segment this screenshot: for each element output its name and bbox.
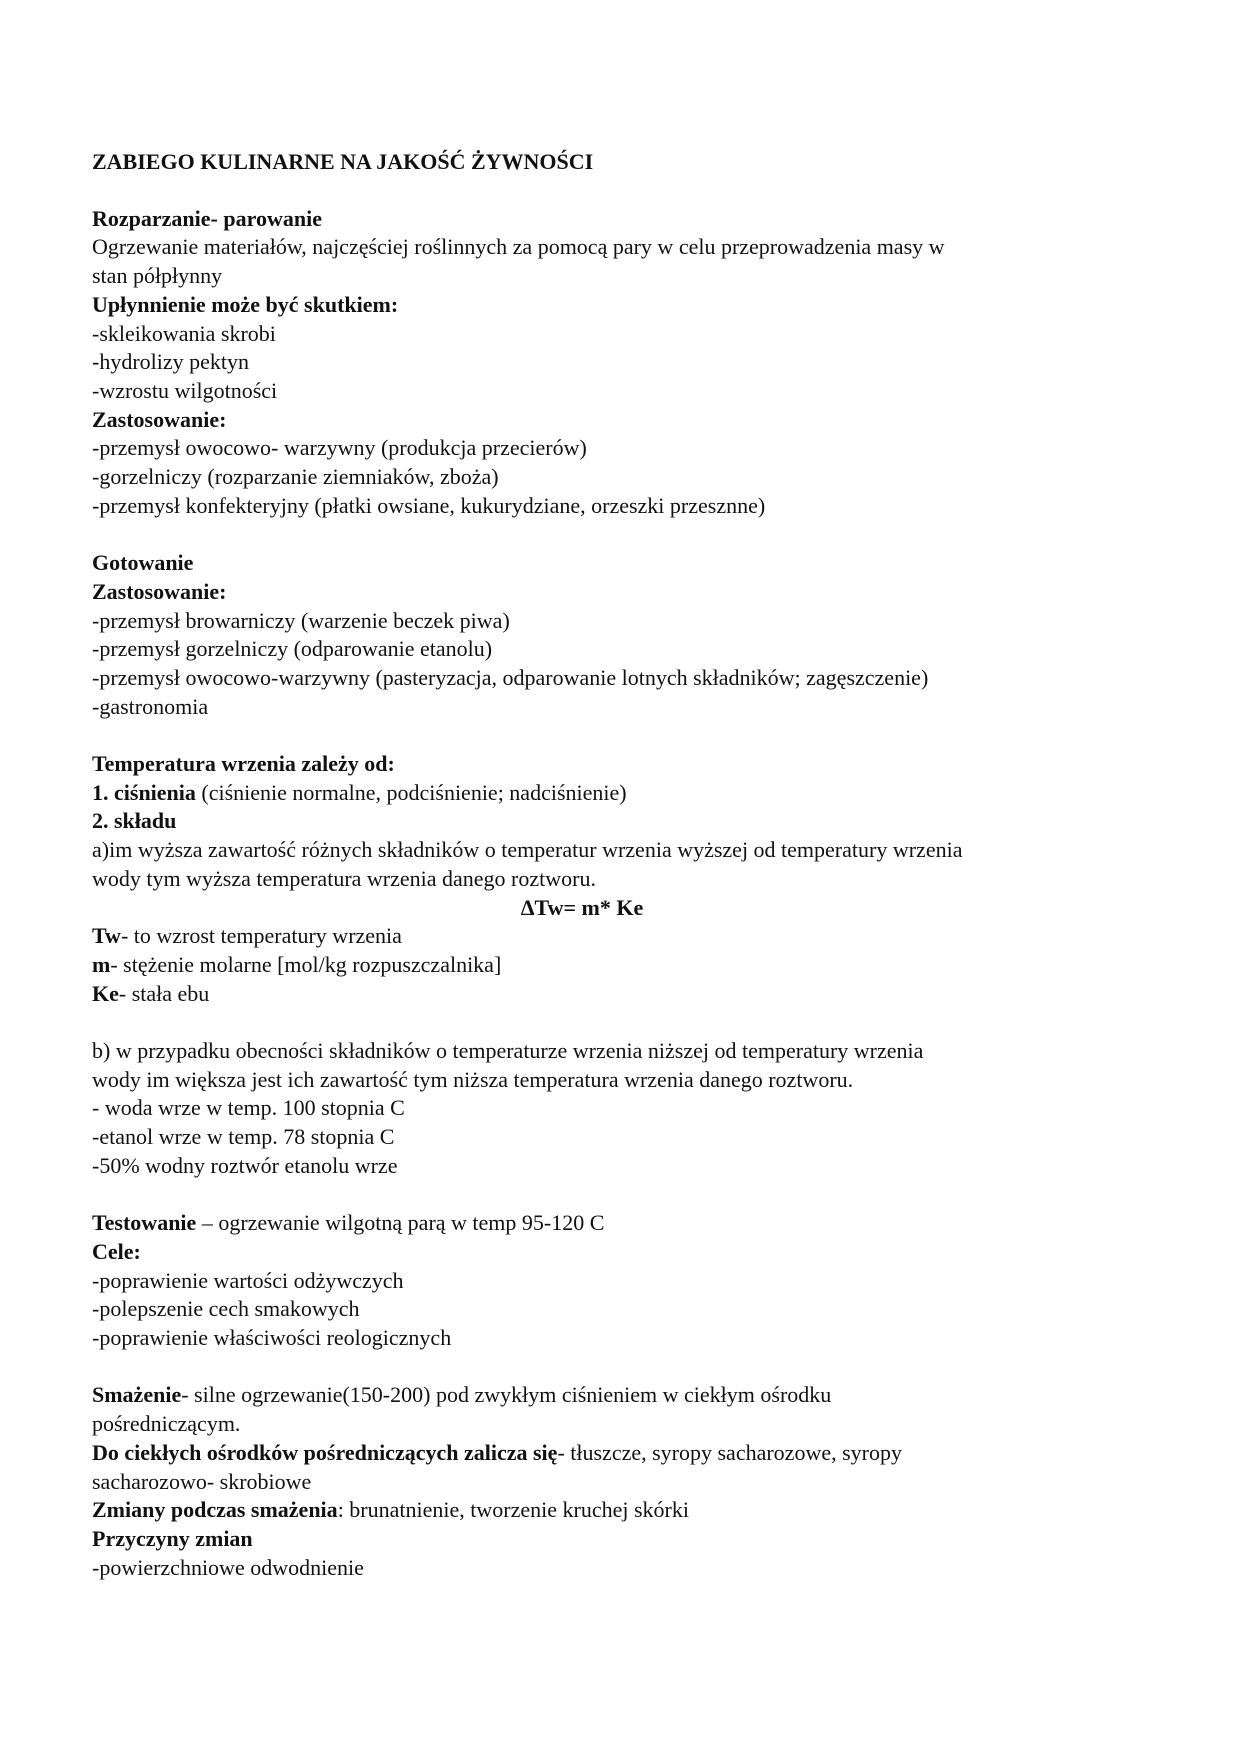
list-item: -przemysł owocowo- warzywny (produkcja przecierów)	[92, 435, 587, 461]
definition: m- stężenie molarne [mol/kg rozpuszczalnika]	[92, 951, 502, 977]
list-item: -przemysł konfekteryjny (płatki owsiane, kukurydziane, orzeszki przesznne)	[92, 492, 766, 518]
paragraph-text: b) w przypadku obecności składników o temperaturze wrzenia niższej od temperatury wrzenia	[92, 1038, 924, 1064]
list-item: -poprawienie wartości odżywczych	[92, 1267, 404, 1293]
list-item: -przemysł owocowo-warzywny (pasteryzacja, odparowanie lotnych składników; zagęszczenie)	[92, 664, 929, 690]
spacer	[92, 1353, 1092, 1382]
list-item: -hydrolizy pektyn	[92, 349, 250, 375]
list-item: -gastronomia	[92, 693, 209, 719]
section-heading-smazenie: Smażenie- silne ogrzewanie(150-200) pod zwykłym ciśnieniem w ciekłym ośrodku	[92, 1382, 832, 1408]
subheading: Przyczyny zmian	[92, 1525, 253, 1551]
paragraph-text: wody tym wyższa temperatura wrzenia danego roztworu.	[92, 865, 596, 891]
list-item: -gorzelniczy (rozparzanie ziemniaków, zboża)	[92, 464, 499, 490]
section-heading-rozparzanie: Rozparzanie- parowanie	[92, 205, 322, 231]
spacer	[92, 721, 1092, 750]
paragraph-text: stan półpłynny	[92, 263, 223, 289]
document-page	[92, 148, 1092, 1582]
list-item: -skleikowania skrobi	[92, 320, 276, 346]
list-item: -50% wodny roztwór etanolu wrze	[92, 1152, 398, 1178]
list-item: -przemysł gorzelniczy (odparowanie etanolu)	[92, 636, 493, 662]
paragraph-text: Ogrzewanie materiałów, najczęściej roślinnych za pomocą pary w celu przeprowadzenia masy w	[92, 234, 945, 260]
subheading: Cele:	[92, 1238, 141, 1264]
list-item: - woda wrze w temp. 100 stopnia C	[92, 1095, 405, 1121]
definition: Ke- stała ebu	[92, 980, 210, 1006]
section-heading-gotowanie: Gotowanie	[92, 550, 194, 576]
spacer	[92, 1008, 1092, 1037]
spacer	[92, 1181, 1092, 1210]
numbered-point: 2. składu	[92, 808, 177, 834]
list-item: -przemysł browarniczy (warzenie beczek piwa)	[92, 607, 510, 633]
paragraph-text: sacharozowo- skrobiowe	[92, 1468, 312, 1494]
list-item: -wzrostu wilgotności	[92, 377, 278, 403]
subheading: Zastosowanie:	[92, 406, 227, 432]
list-item: -etanol wrze w temp. 78 stopnia C	[92, 1124, 395, 1150]
subheading: Upłynnienie może być skutkiem:	[92, 291, 399, 317]
section-heading-testowanie: Testowanie – ogrzewanie wilgotną parą w temp 95-120 C	[92, 1210, 605, 1236]
numbered-point: 1. ciśnienia (ciśnienie normalne, podciśnienie; nadciśnienie)	[92, 779, 627, 805]
list-item: -polepszenie cech smakowych	[92, 1296, 360, 1322]
definition: Tw- to wzrost temperatury wrzenia	[92, 923, 402, 949]
list-item: -poprawienie właściwości reologicznych	[92, 1325, 452, 1351]
paragraph-text: a)im wyższa zawartość różnych składników o temperatur wrzenia wyższej od temperatury wrzenia	[92, 837, 963, 863]
list-item: -powierzchniowe odwodnienie	[92, 1554, 364, 1580]
document-title: ZABIEGO KULINARNE NA JAKOŚĆ ŻYWNOŚCI	[92, 149, 594, 174]
paragraph-text: pośredniczącym.	[92, 1411, 241, 1437]
section-heading-temperatura: Temperatura wrzenia zależy od:	[92, 751, 395, 777]
paragraph-text: Do ciekłych ośrodków pośredniczących zalicza się- tłuszcze, syropy sacharozowe, syropy	[92, 1439, 902, 1465]
subheading: Zastosowanie:	[92, 578, 227, 604]
formula: ΔTw= m* Ke	[520, 894, 644, 920]
spacer	[92, 520, 1092, 549]
paragraph-text: Zmiany podczas smażenia: brunatnienie, tworzenie kruchej skórki	[92, 1497, 689, 1523]
paragraph-text: wody im większa jest ich zawartość tym niższa temperatura wrzenia danego roztworu.	[92, 1066, 854, 1092]
